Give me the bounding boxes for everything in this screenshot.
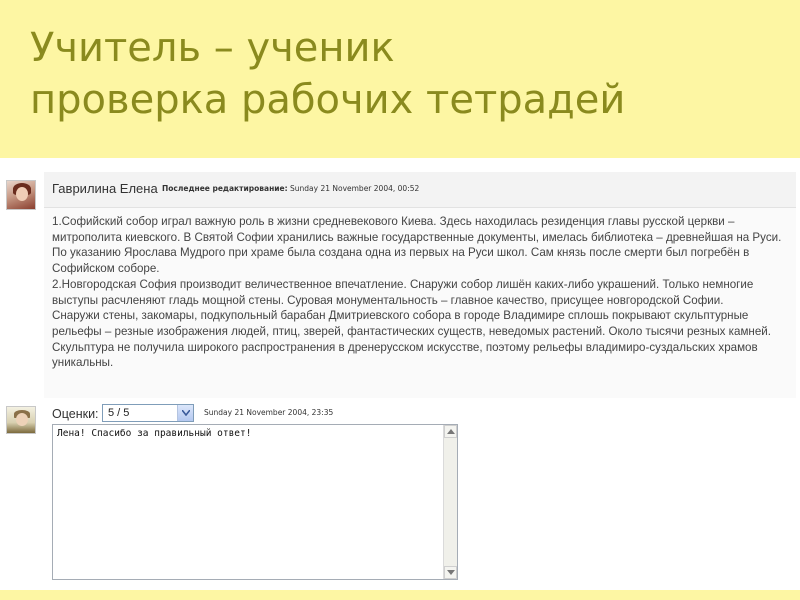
slide-title	[30, 22, 770, 126]
grading-block	[0, 398, 800, 590]
post-author[interactable]: Гаврилина Елена	[52, 181, 158, 196]
feedback-text: Лена! Спасибо за правильный ответ!	[57, 428, 252, 439]
grade-time: Sunday 21 November 2004, 23:35	[204, 408, 334, 417]
feedback-textarea[interactable]	[52, 424, 458, 580]
student-post	[0, 172, 800, 398]
workbook-panel	[0, 158, 800, 590]
chevron-down-icon[interactable]	[177, 405, 193, 421]
slide-title-line-1: Учитель – ученик	[30, 25, 395, 71]
teacher-avatar[interactable]	[6, 406, 36, 434]
grade-select-value: 5 / 5	[108, 407, 130, 419]
post-edited-label: Последнее редактирование:	[162, 184, 288, 193]
slide-title-line-2: проверка рабочих тетрадей	[30, 77, 626, 123]
post-paragraph: Снаружи стены, закомары, подкупольный барабан Дмитриевского собора в городе Владимире сплошь покрывают скульптурные рельефы – резные изображения людей, птиц, зверей, фантастических существ, неведомых растений. Около тысячи резных камней.	[52, 309, 771, 338]
post-header	[44, 172, 796, 208]
feedback-scrollbar[interactable]	[443, 425, 457, 579]
post-edited-info	[162, 184, 419, 193]
post-body	[44, 208, 796, 398]
post-edited-time: Sunday 21 November 2004, 00:52	[290, 184, 420, 193]
post-paragraph: 2.Новгородская София производит величественное впечатление. Снаружи собор лишён каких-либо украшений. Только немногие выступы расчленяют гладь мощной стены. Суровая монументальность – главное качество, присущее новгородской Софии.	[52, 277, 754, 307]
grade-label: Оценки:	[52, 407, 99, 421]
post-paragraph: 1.Софийский собор играл важную роль в жизни средневекового Киева. Здесь находилась резиденция главы русской церкви – митрополита киевского. В Святой Софии хранились важные государственные документы, имелась библиотека – древнейшая на Руси. По указанию Ярослава Мудрого при храме была создана одна из первых на Руси школ. Сам князь после смерти был погребён в Софийском соборе.	[52, 215, 782, 276]
scroll-down-icon[interactable]	[444, 566, 457, 579]
scroll-up-icon[interactable]	[444, 425, 457, 438]
post-paragraph: Скульптура не получила широкого распространения в дренерусском искусстве, поэтому рельефы владимиро-суздальских храмов уникальны.	[52, 340, 758, 370]
grade-select[interactable]	[102, 404, 194, 422]
student-avatar[interactable]	[6, 180, 36, 210]
